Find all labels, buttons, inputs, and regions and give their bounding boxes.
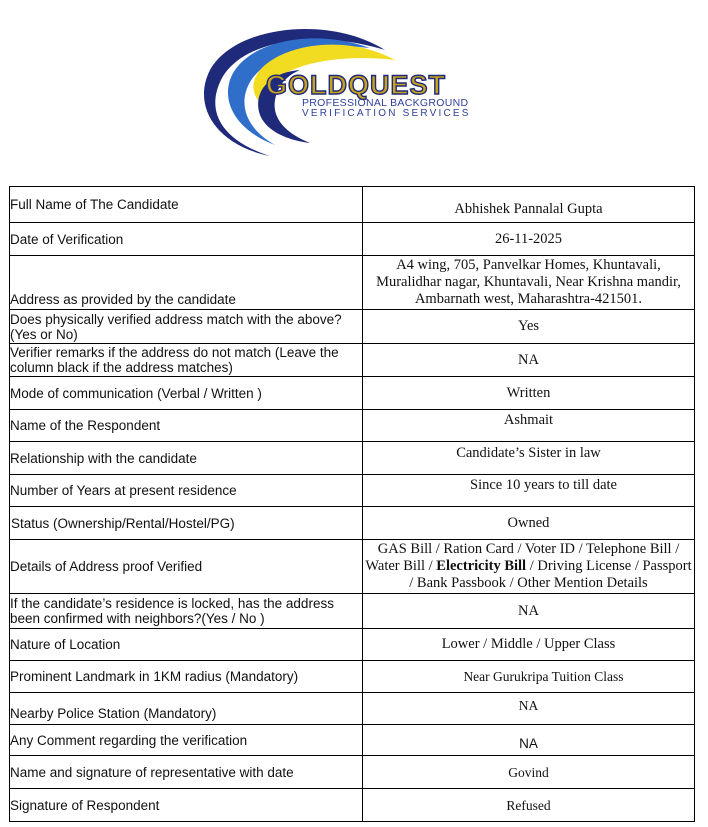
value-date-of-verification: 26-11-2025	[363, 223, 695, 256]
company-logo	[0, 0, 708, 175]
label-status: Status (Ownership/Rental/Hostel/PG)	[10, 507, 363, 540]
label-respondent-signature: Signature of Respondent	[10, 789, 363, 822]
label-date-of-verification: Date of Verification	[10, 223, 363, 256]
label-residence-locked: If the candidate’s residence is locked, has the address been confirmed with neighbors?(Yes / No )	[10, 594, 363, 629]
value-mode-of-communication: Written	[363, 377, 695, 410]
value-full-name: Abhishek Pannalal Gupta	[363, 187, 695, 223]
value-respondent-signature: Refused	[363, 789, 695, 822]
address-proof-bold: Electricity Bill	[436, 558, 527, 574]
label-address-proof: Details of Address proof Verified	[10, 540, 363, 594]
table-row	[10, 223, 695, 256]
table-row	[10, 475, 695, 507]
label-nature-of-location: Nature of Location	[10, 629, 363, 661]
address-proof-part2: / Driving License / Passport / Bank Passbook / Other Mention Details	[409, 558, 692, 591]
table-row	[10, 310, 695, 344]
value-landmark: Near Gurukripa Tuition Class	[363, 661, 695, 693]
value-nature-of-location: Lower / Middle / Upper Class	[363, 629, 695, 661]
table-row	[10, 629, 695, 661]
label-verifier-remarks: Verifier remarks if the address do not match (Leave the column black if the address matches)	[10, 344, 363, 377]
label-address-match: Does physically verified address match with the above? (Yes or No)	[10, 310, 363, 344]
label-representative-signature: Name and signature of representative with date	[10, 756, 363, 789]
label-landmark: Prominent Landmark in 1KM radius (Mandatory)	[10, 661, 363, 693]
address-proof-part1: GAS Bill / Ration Card / Voter ID / Telephone Bill / Water Bill /	[365, 541, 680, 574]
value-address-match: Yes	[363, 310, 695, 344]
label-address: Address as provided by the candidate	[10, 256, 363, 310]
value-years-at-residence: Since 10 years to till date	[363, 475, 695, 507]
logo-tagline-2: VERIFICATION SERVICES	[302, 108, 471, 119]
value-status: Owned	[363, 507, 695, 540]
value-police-station: NA	[363, 693, 695, 725]
table-row	[10, 442, 695, 475]
logo-tagline-1: PROFESSIONAL BACKGROUND	[302, 97, 469, 109]
label-mode-of-communication: Mode of communication (Verbal / Written )	[10, 377, 363, 410]
label-respondent-name: Name of the Respondent	[10, 410, 363, 442]
table-row	[10, 693, 695, 725]
value-address-proof	[363, 540, 695, 594]
label-police-station: Nearby Police Station (Mandatory)	[10, 693, 363, 725]
goldquest-logo-graphic	[0, 0, 708, 175]
label-relationship: Relationship with the candidate	[10, 442, 363, 475]
table-row	[10, 594, 695, 629]
value-comment: NA	[363, 725, 695, 756]
table-row	[10, 789, 695, 822]
table-row	[10, 256, 695, 310]
value-residence-locked: NA	[363, 594, 695, 629]
table-row	[10, 540, 695, 594]
value-address: A4 wing, 705, Panvelkar Homes, Khuntavali, Muralidhar nagar, Khuntavali, Near Krishna mandir, Ambarnath west, Maharashtra-421501.	[363, 256, 695, 310]
label-full-name: Full Name of The Candidate	[10, 187, 363, 223]
table-row	[10, 507, 695, 540]
table-row	[10, 725, 695, 756]
table-row	[10, 756, 695, 789]
value-representative-signature: Govind	[363, 756, 695, 789]
value-verifier-remarks: NA	[363, 344, 695, 377]
label-comment: Any Comment regarding the verification	[10, 725, 363, 756]
table-row	[10, 410, 695, 442]
value-respondent-name: Ashmait	[363, 410, 695, 442]
logo-brand-text: GOLDQUEST	[266, 70, 447, 100]
verification-form-table	[9, 186, 695, 822]
table-row	[10, 344, 695, 377]
label-years-at-residence: Number of Years at present residence	[10, 475, 363, 507]
table-row	[10, 187, 695, 223]
table-row	[10, 661, 695, 693]
table-row	[10, 377, 695, 410]
value-relationship: Candidate’s Sister in law	[363, 442, 695, 475]
